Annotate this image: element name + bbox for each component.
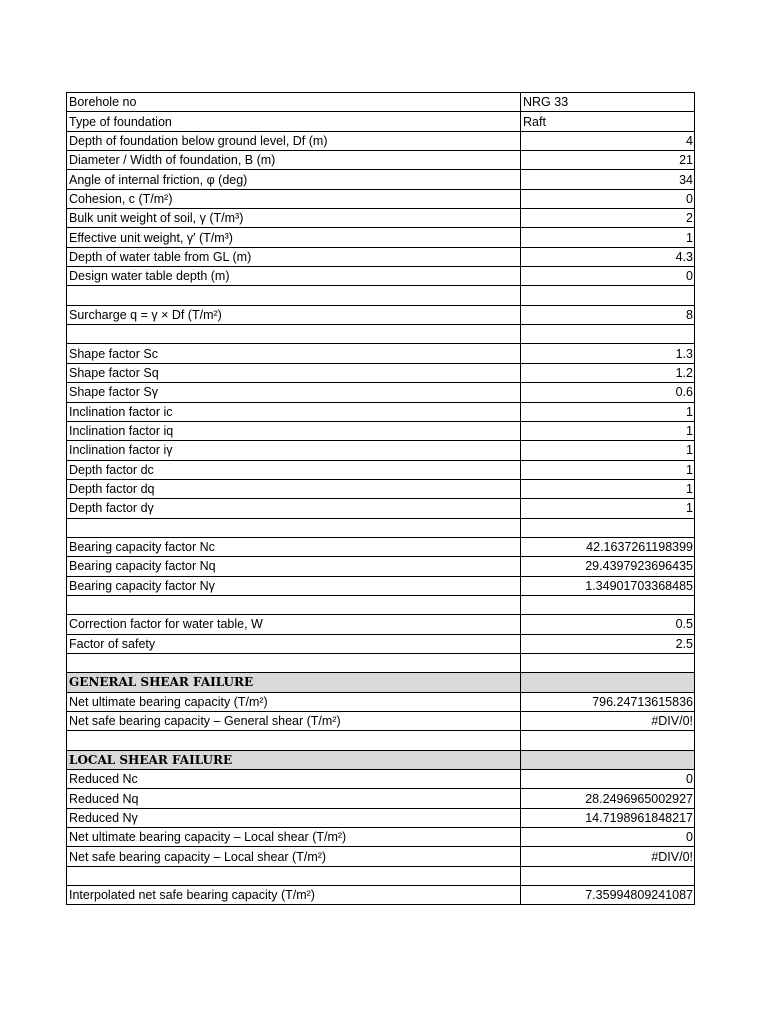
parameter-value-cell[interactable]: 1 [521, 479, 695, 498]
parameter-label-cell[interactable]: Bearing capacity factor Nq [67, 557, 521, 576]
parameter-value-cell[interactable]: 1 [521, 402, 695, 421]
parameter-label-cell[interactable]: Diameter / Width of foundation, B (m) [67, 151, 521, 170]
table-row [67, 499, 695, 518]
parameter-value-cell[interactable]: 14.7198961848217 [521, 808, 695, 827]
parameter-label-cell[interactable]: Depth of foundation below ground level, Df (m) [67, 131, 521, 150]
table-row [67, 441, 695, 460]
table-row [67, 402, 695, 421]
parameter-value-cell[interactable]: Raft [521, 112, 695, 131]
parameter-value-cell[interactable]: #DIV/0! [521, 847, 695, 866]
blank-row [67, 286, 695, 305]
parameter-label-cell[interactable]: Depth factor dγ [67, 499, 521, 518]
table-row [67, 363, 695, 382]
table-row [67, 305, 695, 324]
parameter-label-cell[interactable]: Net ultimate bearing capacity – Local shear (T/m²) [67, 828, 521, 847]
parameter-value-cell[interactable]: 7.35994809241087 [521, 886, 695, 905]
table-row [67, 383, 695, 402]
parameter-label-cell[interactable] [67, 518, 521, 537]
table-row [67, 460, 695, 479]
parameter-value-cell[interactable]: 2 [521, 209, 695, 228]
parameter-label-cell[interactable] [67, 866, 521, 885]
parameter-value-cell[interactable]: 796.24713615836 [521, 692, 695, 711]
table-row [67, 886, 695, 905]
parameter-label-cell[interactable]: Bearing capacity factor Nγ [67, 576, 521, 595]
parameter-value-cell[interactable]: 42.1637261198399 [521, 537, 695, 556]
parameter-value-cell[interactable]: 4.3 [521, 247, 695, 266]
parameter-value-cell[interactable] [521, 518, 695, 537]
parameter-value-cell[interactable]: 1 [521, 228, 695, 247]
table-row [67, 808, 695, 827]
blank-row [67, 731, 695, 750]
parameter-label-cell[interactable]: Angle of internal friction, φ (deg) [67, 170, 521, 189]
table-row [67, 267, 695, 286]
parameter-value-cell[interactable] [521, 750, 695, 769]
parameter-value-cell[interactable]: 0 [521, 189, 695, 208]
parameter-value-cell[interactable] [521, 595, 695, 614]
table-row [67, 615, 695, 634]
spreadsheet-table [66, 92, 695, 905]
parameter-value-cell[interactable]: 1 [521, 421, 695, 440]
parameter-label-cell[interactable]: Interpolated net safe bearing capacity (T/m²) [67, 886, 521, 905]
parameter-value-cell[interactable]: 8 [521, 305, 695, 324]
parameter-value-cell[interactable]: 1 [521, 460, 695, 479]
parameter-label-cell[interactable]: Net ultimate bearing capacity (T/m²) [67, 692, 521, 711]
parameter-label-cell[interactable]: Depth factor dc [67, 460, 521, 479]
table-row [67, 692, 695, 711]
parameter-label-cell[interactable] [67, 595, 521, 614]
table-row [67, 112, 695, 131]
parameter-value-cell[interactable]: 28.2496965002927 [521, 789, 695, 808]
parameter-label-cell[interactable]: Inclination factor ic [67, 402, 521, 421]
parameter-label-cell[interactable]: Reduced Nγ [67, 808, 521, 827]
table-row [67, 770, 695, 789]
parameter-label-cell[interactable]: Net safe bearing capacity – General shear (T/m²) [67, 712, 521, 731]
parameter-label-cell[interactable]: Shape factor Sc [67, 344, 521, 363]
parameter-value-cell[interactable]: #DIV/0! [521, 712, 695, 731]
parameter-label-cell[interactable]: Shape factor Sq [67, 363, 521, 382]
parameter-value-cell[interactable]: 1.2 [521, 363, 695, 382]
table-row [67, 847, 695, 866]
parameter-value-cell[interactable] [521, 653, 695, 672]
parameter-label-cell[interactable]: Correction factor for water table, W [67, 615, 521, 634]
table-row [67, 93, 695, 112]
parameter-label-cell[interactable]: Bulk unit weight of soil, γ (T/m³) [67, 209, 521, 228]
parameter-value-cell[interactable]: 1 [521, 499, 695, 518]
parameter-value-cell[interactable]: 21 [521, 151, 695, 170]
blank-row [67, 595, 695, 614]
parameter-value-cell[interactable]: 4 [521, 131, 695, 150]
section-header-label[interactable]: GENERAL SHEAR FAILURE [67, 673, 521, 692]
parameter-label-cell[interactable]: Design water table depth (m) [67, 267, 521, 286]
parameter-label-cell[interactable] [67, 731, 521, 750]
parameter-label-cell[interactable]: Inclination factor iq [67, 421, 521, 440]
parameter-label-cell[interactable]: Reduced Nc [67, 770, 521, 789]
section-header-row [67, 750, 695, 769]
blank-row [67, 518, 695, 537]
parameter-value-cell[interactable]: 1.3 [521, 344, 695, 363]
parameter-label-cell[interactable]: Effective unit weight, γ′ (T/m³) [67, 228, 521, 247]
parameter-value-cell[interactable]: 34 [521, 170, 695, 189]
parameter-value-cell[interactable] [521, 731, 695, 750]
section-header-row [67, 673, 695, 692]
parameter-label-cell[interactable]: Cohesion, c (T/m²) [67, 189, 521, 208]
parameter-label-cell[interactable]: Inclination factor iγ [67, 441, 521, 460]
parameter-label-cell[interactable]: Factor of safety [67, 634, 521, 653]
parameter-label-cell[interactable]: Type of foundation [67, 112, 521, 131]
parameter-value-cell[interactable]: NRG 33 [521, 93, 695, 112]
table-row [67, 170, 695, 189]
table-row [67, 151, 695, 170]
parameter-value-cell[interactable]: 0 [521, 828, 695, 847]
table-row [67, 344, 695, 363]
table-row [67, 537, 695, 556]
section-header-label[interactable]: LOCAL SHEAR FAILURE [67, 750, 521, 769]
table-row [67, 209, 695, 228]
spreadsheet-body [67, 93, 695, 905]
parameter-value-cell[interactable]: 2.5 [521, 634, 695, 653]
blank-row [67, 866, 695, 885]
parameter-label-cell[interactable]: Net safe bearing capacity – Local shear (T/m²) [67, 847, 521, 866]
table-row [67, 189, 695, 208]
parameter-value-cell[interactable]: 0.5 [521, 615, 695, 634]
table-row [67, 228, 695, 247]
table-row [67, 131, 695, 150]
parameter-label-cell[interactable] [67, 653, 521, 672]
table-row [67, 557, 695, 576]
parameter-value-cell[interactable] [521, 286, 695, 305]
parameter-label-cell[interactable]: Depth factor dq [67, 479, 521, 498]
parameter-value-cell[interactable]: 0 [521, 770, 695, 789]
parameter-label-cell[interactable]: Borehole no [67, 93, 521, 112]
table-row [67, 712, 695, 731]
parameter-label-cell[interactable]: Shape factor Sγ [67, 383, 521, 402]
table-row [67, 247, 695, 266]
parameter-value-cell[interactable] [521, 866, 695, 885]
table-row [67, 576, 695, 595]
parameter-value-cell[interactable]: 1 [521, 441, 695, 460]
table-row [67, 789, 695, 808]
table-row [67, 828, 695, 847]
parameter-label-cell[interactable]: Reduced Nq [67, 789, 521, 808]
parameter-value-cell[interactable] [521, 325, 695, 344]
parameter-label-cell[interactable] [67, 325, 521, 344]
parameter-value-cell[interactable]: 0.6 [521, 383, 695, 402]
parameter-label-cell[interactable]: Depth of water table from GL (m) [67, 247, 521, 266]
parameter-value-cell[interactable]: 0 [521, 267, 695, 286]
parameter-value-cell[interactable]: 29.4397923696435 [521, 557, 695, 576]
blank-row [67, 653, 695, 672]
parameter-value-cell[interactable] [521, 673, 695, 692]
parameter-value-cell[interactable]: 1.34901703368485 [521, 576, 695, 595]
table-row [67, 421, 695, 440]
table-row [67, 479, 695, 498]
parameter-label-cell[interactable] [67, 286, 521, 305]
parameter-label-cell[interactable]: Surcharge q = γ × Df (T/m²) [67, 305, 521, 324]
table-row [67, 634, 695, 653]
parameter-label-cell[interactable]: Bearing capacity factor Nc [67, 537, 521, 556]
blank-row [67, 325, 695, 344]
